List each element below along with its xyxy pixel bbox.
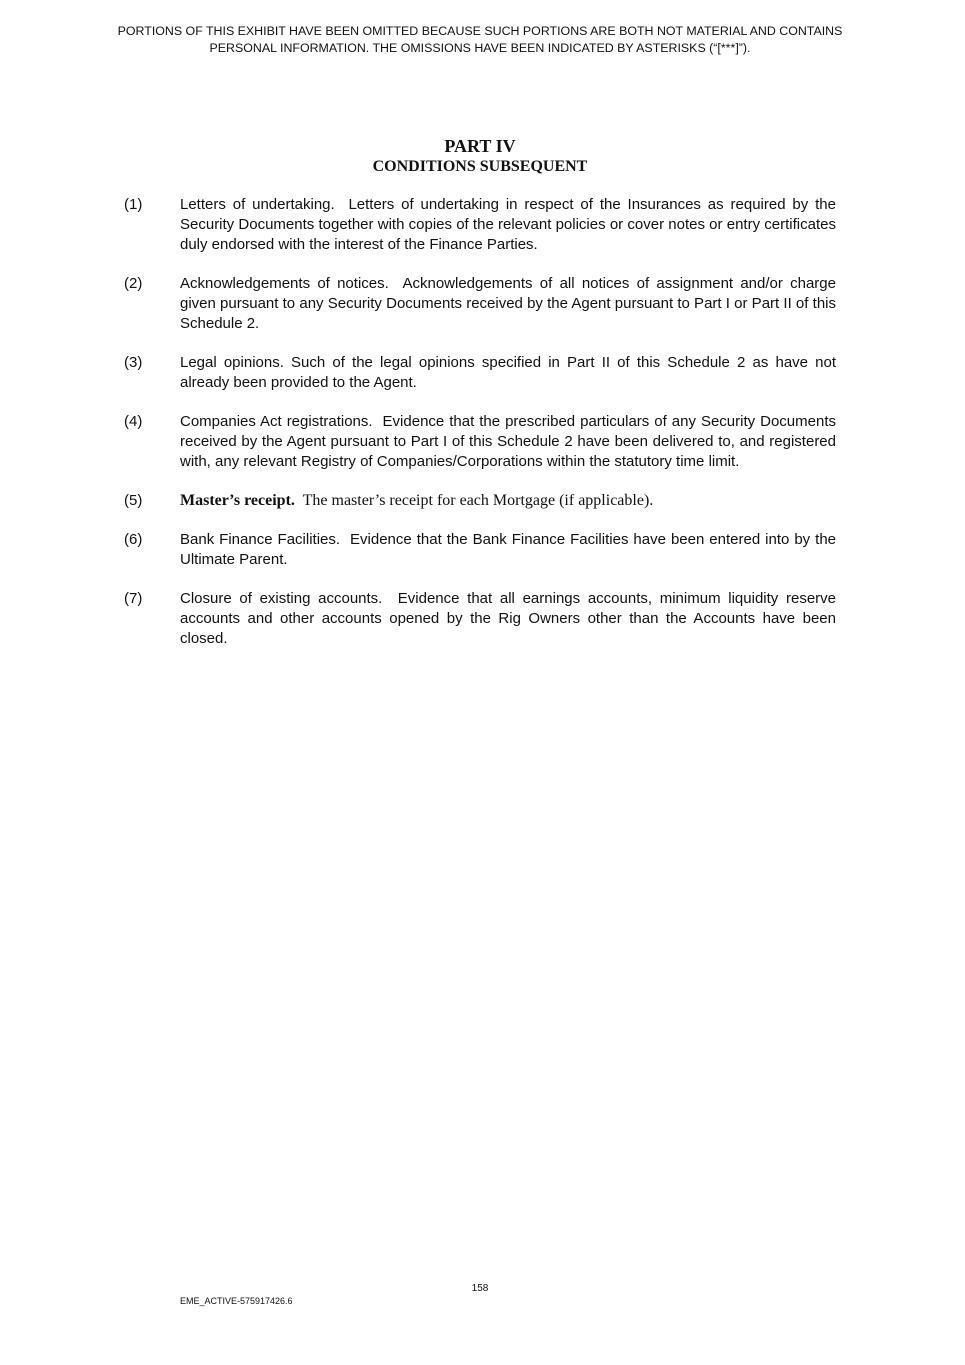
condition-item: [124, 195, 836, 255]
conditions-list: [124, 195, 836, 668]
page-number: 158: [471, 1283, 489, 1294]
condition-heading: Letters of undertaking.: [180, 196, 335, 213]
condition-item: [124, 491, 836, 511]
condition-number: (4): [124, 413, 143, 430]
condition-text: Such of the legal opinions specified in Part II of this Schedule 2 as have not already been provided to the Agent.: [180, 354, 836, 391]
condition-text: Evidence that the Bank Finance Facilities have been entered into by the Ultimate Parent.: [180, 531, 837, 568]
part-title: PART IV: [444, 136, 516, 156]
condition-number: (5): [124, 492, 143, 509]
condition-body: [180, 353, 836, 393]
condition-text: Letters of undertaking in respect of the Insurances as required by the Security Documents together with copies of the relevant policies or cover notes or entry certificates duly endorsed with the interest of the Finance Parties.: [180, 196, 836, 253]
condition-number: (2): [124, 275, 143, 292]
condition-number: (6): [124, 531, 143, 548]
condition-text: The master’s receipt for each Mortgage (if applicable).: [302, 492, 654, 509]
condition-text: Evidence that the prescribed particulars of any Security Documents received by the Agent pursuant to Part I of this Schedule 2 have been delivered to, and registered with, any relevant Registry of Companies/Corporations within the statutory time limit.: [180, 413, 836, 470]
condition-text: Evidence that all earnings accounts, minimum liquidity reserve accounts and other accounts opened by the Rig Owners other than the Accounts have been closed.: [180, 590, 837, 647]
condition-item: [124, 589, 836, 649]
condition-number: (7): [124, 590, 143, 607]
condition-number: (3): [124, 354, 143, 371]
condition-body: [180, 412, 836, 472]
condition-item: [124, 530, 836, 570]
condition-text: Acknowledgements of all notices of assignment and/or charge given pursuant to any Security Documents received by the Agent pursuant to Part I or Part II of this Schedule 2.: [180, 275, 836, 332]
omission-notice: PORTIONS OF THIS EXHIBIT HAVE BEEN OMITTED BECAUSE SUCH PORTIONS ARE BOTH NOT MATERIAL AND CONTAINS PERSONAL INFORMATION. THE OMISSIONS HAVE BEEN INDICATED BY ASTERISKS (“[***]”).: [117, 24, 843, 55]
condition-heading: Master’s receipt.: [180, 492, 295, 509]
condition-heading: Companies Act registrations.: [180, 413, 373, 430]
condition-body: [180, 589, 836, 649]
document-reference: EME_ACTIVE-575917426.6: [180, 1296, 293, 1306]
condition-body: [180, 274, 836, 334]
condition-heading: Bank Finance Facilities.: [180, 531, 341, 548]
condition-heading: Acknowledgements of notices.: [180, 275, 389, 292]
condition-item: [124, 353, 836, 393]
condition-heading: Closure of existing accounts.: [180, 590, 383, 607]
condition-item: [124, 412, 836, 472]
condition-item: [124, 274, 836, 334]
condition-body: [180, 195, 836, 255]
condition-body: [180, 530, 836, 570]
condition-heading: Legal opinions.: [180, 354, 284, 371]
condition-body: [180, 491, 836, 511]
condition-number: (1): [124, 196, 143, 213]
part-subtitle: CONDITIONS SUBSEQUENT: [372, 158, 588, 175]
